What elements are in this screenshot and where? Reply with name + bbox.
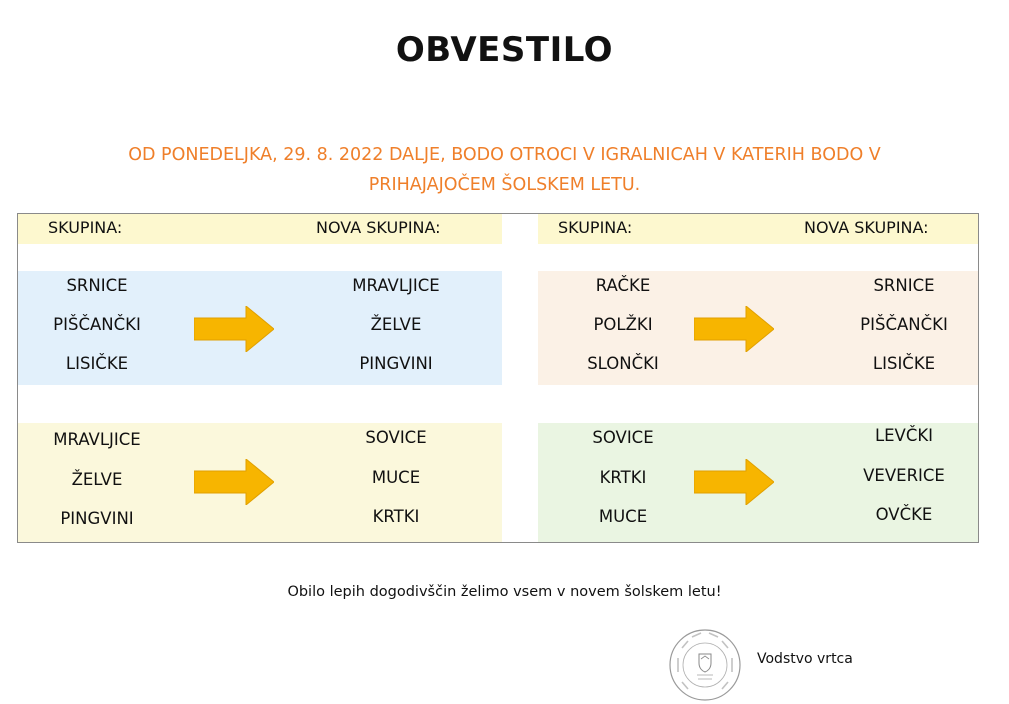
group-name: PIŠČANČKI <box>53 315 141 334</box>
header-new-group: NOVA SKUPINA: <box>804 218 929 237</box>
group-name: POLŽKI <box>593 315 653 334</box>
group-name: LISIČKE <box>65 354 129 373</box>
header-left <box>18 214 502 244</box>
group-name: MRAVLJICE <box>352 276 440 295</box>
header-group: SKUPINA: <box>48 218 123 237</box>
header-right <box>538 214 978 244</box>
group-name: ŽELVE <box>370 315 422 334</box>
group-name: SRNICE <box>66 276 128 295</box>
group-name: PINGVINI <box>359 354 433 373</box>
group-name: MRAVLJICE <box>53 430 141 449</box>
transition-block <box>18 271 502 385</box>
header-group: SKUPINA: <box>558 218 633 237</box>
notice-line-1: OD PONEDELJKA, 29. 8. 2022 DALJE, BODO OTROCI V IGRALNICAH V KATERIH BODO V <box>128 145 881 165</box>
official-stamp <box>668 628 742 702</box>
group-name: ŽELVE <box>71 470 123 489</box>
header-new-group: NOVA SKUPINA: <box>316 218 441 237</box>
group-name: VEVERICE <box>863 466 945 485</box>
group-name: MUCE <box>371 468 421 487</box>
group-name: RAČKE <box>595 276 651 295</box>
group-name: PINGVINI <box>60 509 134 528</box>
group-name: KRTKI <box>372 507 420 526</box>
group-name: SOVICE <box>365 428 427 447</box>
group-name: PIŠČANČKI <box>860 315 948 334</box>
group-name: LISIČKE <box>872 354 936 373</box>
group-name: OVČKE <box>875 505 933 524</box>
group-name: KRTKI <box>599 468 647 487</box>
arrow-right-icon <box>694 306 774 352</box>
arrow-right-icon <box>194 459 274 505</box>
transition-block <box>18 423 502 542</box>
notice-text <box>20 140 989 200</box>
transition-block <box>538 423 978 542</box>
signature: Vodstvo vrtca <box>757 651 853 667</box>
group-name: LEVČKI <box>874 426 934 445</box>
group-name: SLONČKI <box>587 354 659 373</box>
groups-table <box>17 213 979 543</box>
notice-line-2: PRIHAJAJOČEM ŠOLSKEM LETU. <box>368 175 641 195</box>
group-name: SOVICE <box>592 428 654 447</box>
group-name: SRNICE <box>873 276 935 295</box>
arrow-right-icon <box>694 459 774 505</box>
arrow-right-icon <box>194 306 274 352</box>
group-name: MUCE <box>598 507 648 526</box>
page-title: OBVESTILO <box>395 30 614 70</box>
transition-block <box>538 271 978 385</box>
closing-message: Obilo lepih dogodivščin želimo vsem v novem šolskem letu! <box>287 584 722 600</box>
